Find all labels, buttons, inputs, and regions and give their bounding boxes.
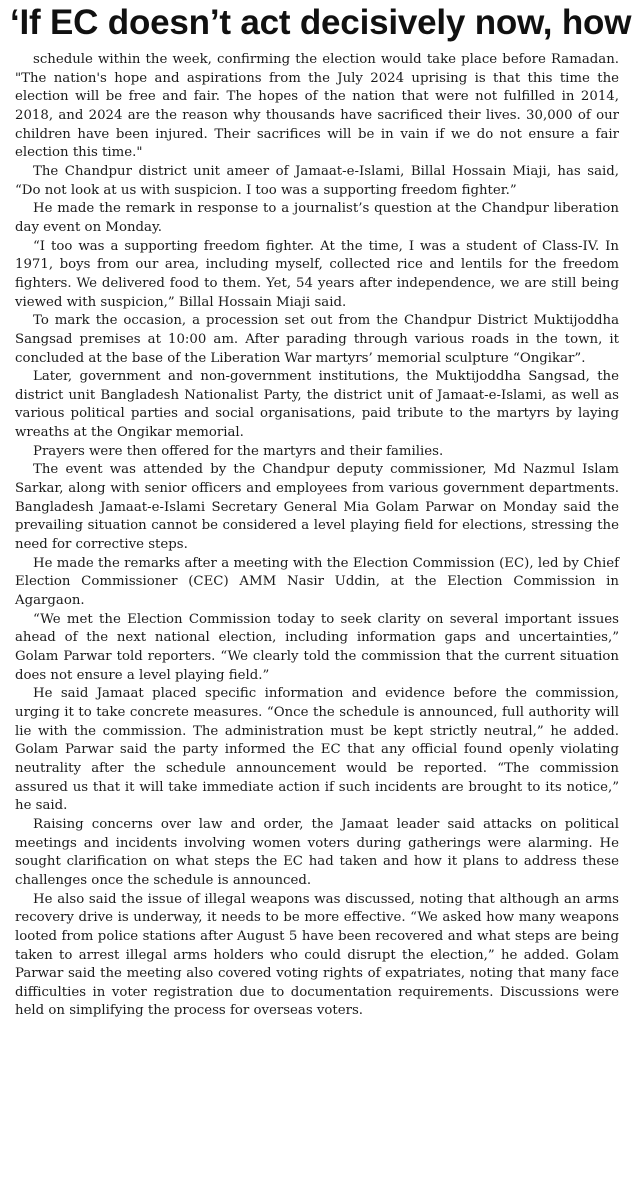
- article-paragraph: He made the remarks after a meeting with the Election Commission (EC), led by Chief Election Commissioner (CEC) AMM Nasir Uddin, at the Election Commission in Agargaon.: [15, 555, 619, 609]
- article-paragraph: Raising concerns over law and order, the Jamaat leader said attacks on political meetings and incidents involving women voters during gatherings were alarming. He sought clarification on what steps the EC had taken and how it plans to address these challenges once the schedule is announced.: [15, 816, 619, 888]
- article-paragraph: Prayers were then offered for the martyrs and their families.: [33, 443, 444, 459]
- article-paragraph: Later, government and non-government institutions, the Muktijoddha Sangsad, the district unit Bangladesh Nationalist Party, the district unit of Jamaat-e-Islami, as well as various political parties and social organisations, paid tribute to the martyrs by laying wreaths at the Ongikar memorial.: [15, 369, 619, 441]
- article-paragraph: He said Jamaat placed specific information and evidence before the commission, urging it to take concrete measures. “Once the schedule is announced, full authority will lie with the commission. The administration must be kept strictly neutral,” he added. Golam Parwar said the party informed the EC that any official found openly violating neutrality after the schedule announcement would be reported. “The commission assured us that it will take immediate action if such incidents are brought to its notice,” he said.: [15, 686, 619, 814]
- article-paragraph: The event was attended by the Chandpur deputy commissioner, Md Nazmul Islam Sarkar, along with senior officers and employees from various government departments. Bangladesh Jamaat-e-Islami Secretary General Mia Golam Parwar on Monday said the prevailing situation cannot be considered a level playing field for elections, stressing the need for corrective steps.: [15, 462, 619, 553]
- headline: ‘If EC doesn’t act decisively now, how: [10, 3, 632, 42]
- article-paragraph: To mark the occasion, a procession set out from the Chandpur District Muktijoddha Sangsad premises at 10:00 am. After parading through various roads in the town, it concluded at the base of the Liberation War martyrs’ memorial sculpture “Ongikar”.: [15, 313, 619, 366]
- article-paragraph: “We met the Election Commission today to seek clarity on several important issues ahead of the next national election, including information gaps and uncertainties,” Golam Parwar told reporters. “We clearly told the commission that the current situation does not ensure a level playing field.”: [15, 611, 619, 683]
- article-paragraph: He also said the issue of illegal weapons was discussed, noting that although an arms recovery drive is underway, it needs to be more effective. “We asked how many weapons looted from police stations after August 5 have been recovered and what steps are being taken to arrest illegal arms holders who could disrupt the election,” he added. Golam Parwar said the meeting also covered voting rights of expatriates, noting that many face difficulties in voter registration due to documentation requirements. Discussions were held on simplifying the process for overseas voters.: [15, 891, 619, 1019]
- article-paragraph: He made the remark in response to a journalist’s question at the Chandpur liberation day event on Monday.: [15, 201, 619, 235]
- article-paragraph: The Chandpur district unit ameer of Jamaat-e-Islami, Billal Hossain Miaji, has said, “Do not look at us with suspicion. I too was a supporting freedom fighter.”: [15, 163, 619, 198]
- article-body: [15, 51, 619, 1021]
- article-paragraph: “I too was a supporting freedom fighter. At the time, I was a student of Class-IV. In 1971, boys from our area, including myself, collected rice and lentils for the freedom fighters. We delivered food to them. Yet, 54 years after independence, we are still being viewed with suspicion,” Billal Hossain Miaji said.: [15, 238, 619, 310]
- article-paragraph: schedule within the week, confirming the election would take place before Ramadan. "The nation's hope and aspirations from the July 2024 uprising is that this time the election will be free and fair. The hopes of the nation that were not fulfilled in 2014, 2018, and 2024 are the reason why thousands have sacrificed their lives. 30,000 of our children have been injured. Their sacrifices will be in vain if we do not ensure a fair election this time.": [15, 52, 619, 161]
